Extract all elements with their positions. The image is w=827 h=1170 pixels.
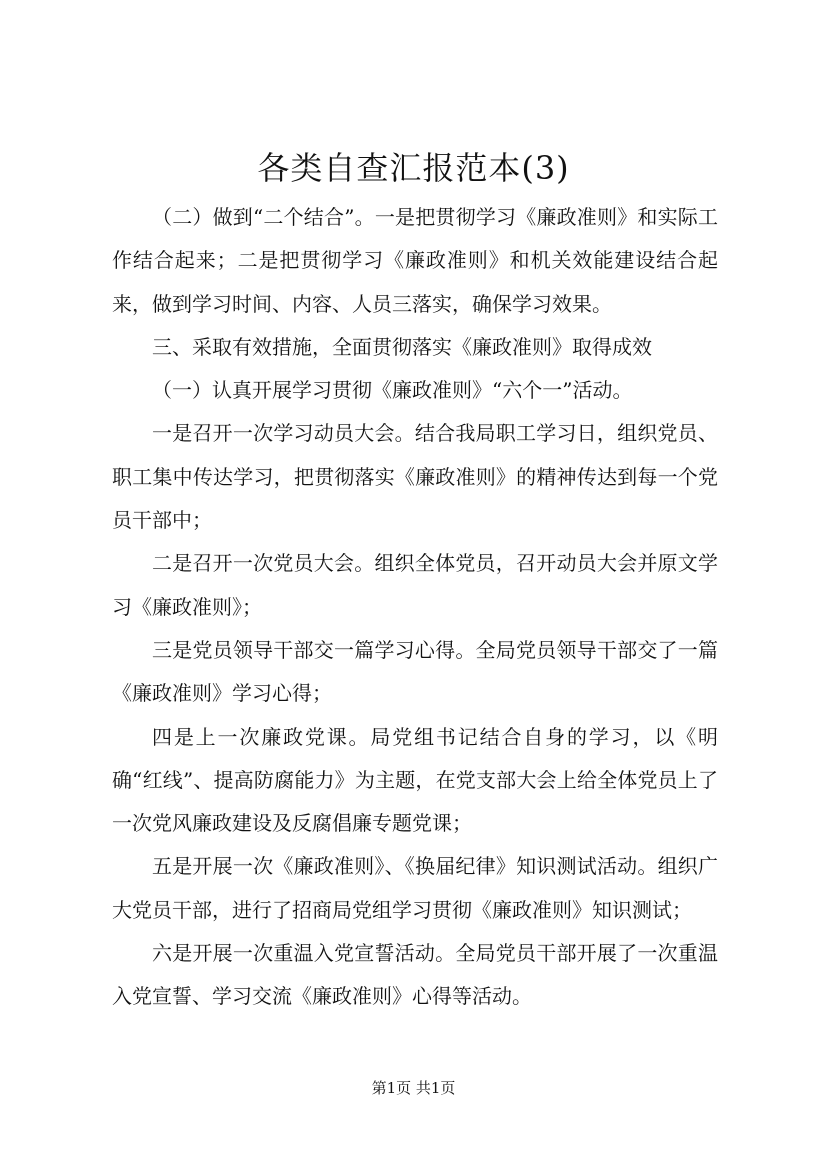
paragraph: 二是召开一次党员大会。组织全体党员，召开动员大会并原文学习《廉政准则》； xyxy=(112,551,718,619)
page-footer: 第1页 共1页 xyxy=(371,1079,456,1097)
document-body xyxy=(112,196,718,1019)
paragraph: 三、采取有效措施，全面贯彻落实《廉政准则》取得成效 xyxy=(152,334,652,359)
paragraph: 五是开展一次《廉政准则》、《换届纪律》知识测试活动。组织广大党员干部，进行了招商局党组学习贯彻《廉政准则》知识测试； xyxy=(112,854,718,922)
paragraph: 六是开展一次重温入党宣誓活动。全局党员干部开展了一次重温入党宣誓、学习交流《廉政准则》心得等活动。 xyxy=(112,941,718,1009)
paragraph: （二）做到“二个结合”。一是把贯彻学习《廉政准则》和实际工作结合起来；二是把贯彻学习《廉政准则》和机关效能建设结合起来，做到学习时间、内容、人员三落实，确保学习效果。 xyxy=(112,205,718,316)
paragraph: 一是召开一次学习动员大会。结合我局职工学习日，组织党员、职工集中传达学习，把贯彻落实《廉政准则》的精神传达到每一个党员干部中； xyxy=(112,421,718,533)
document-title: 各类自查汇报范本(3) xyxy=(257,149,570,187)
paragraph: 三是党员领导干部交一篇学习心得。全局党员领导干部交了一篇《廉政准则》学习心得； xyxy=(112,637,718,706)
paragraph: （一）认真开展学习贯彻《廉政准则》“六个一”活动。 xyxy=(152,378,633,403)
paragraph: 四是上一次廉政党课。局党组书记结合自身的学习，以《明确“红线”、提高防腐能力》为主题，在党支部大会上给全体党员上了一次党风廉政建设及反腐倡廉专题党课； xyxy=(112,724,718,836)
